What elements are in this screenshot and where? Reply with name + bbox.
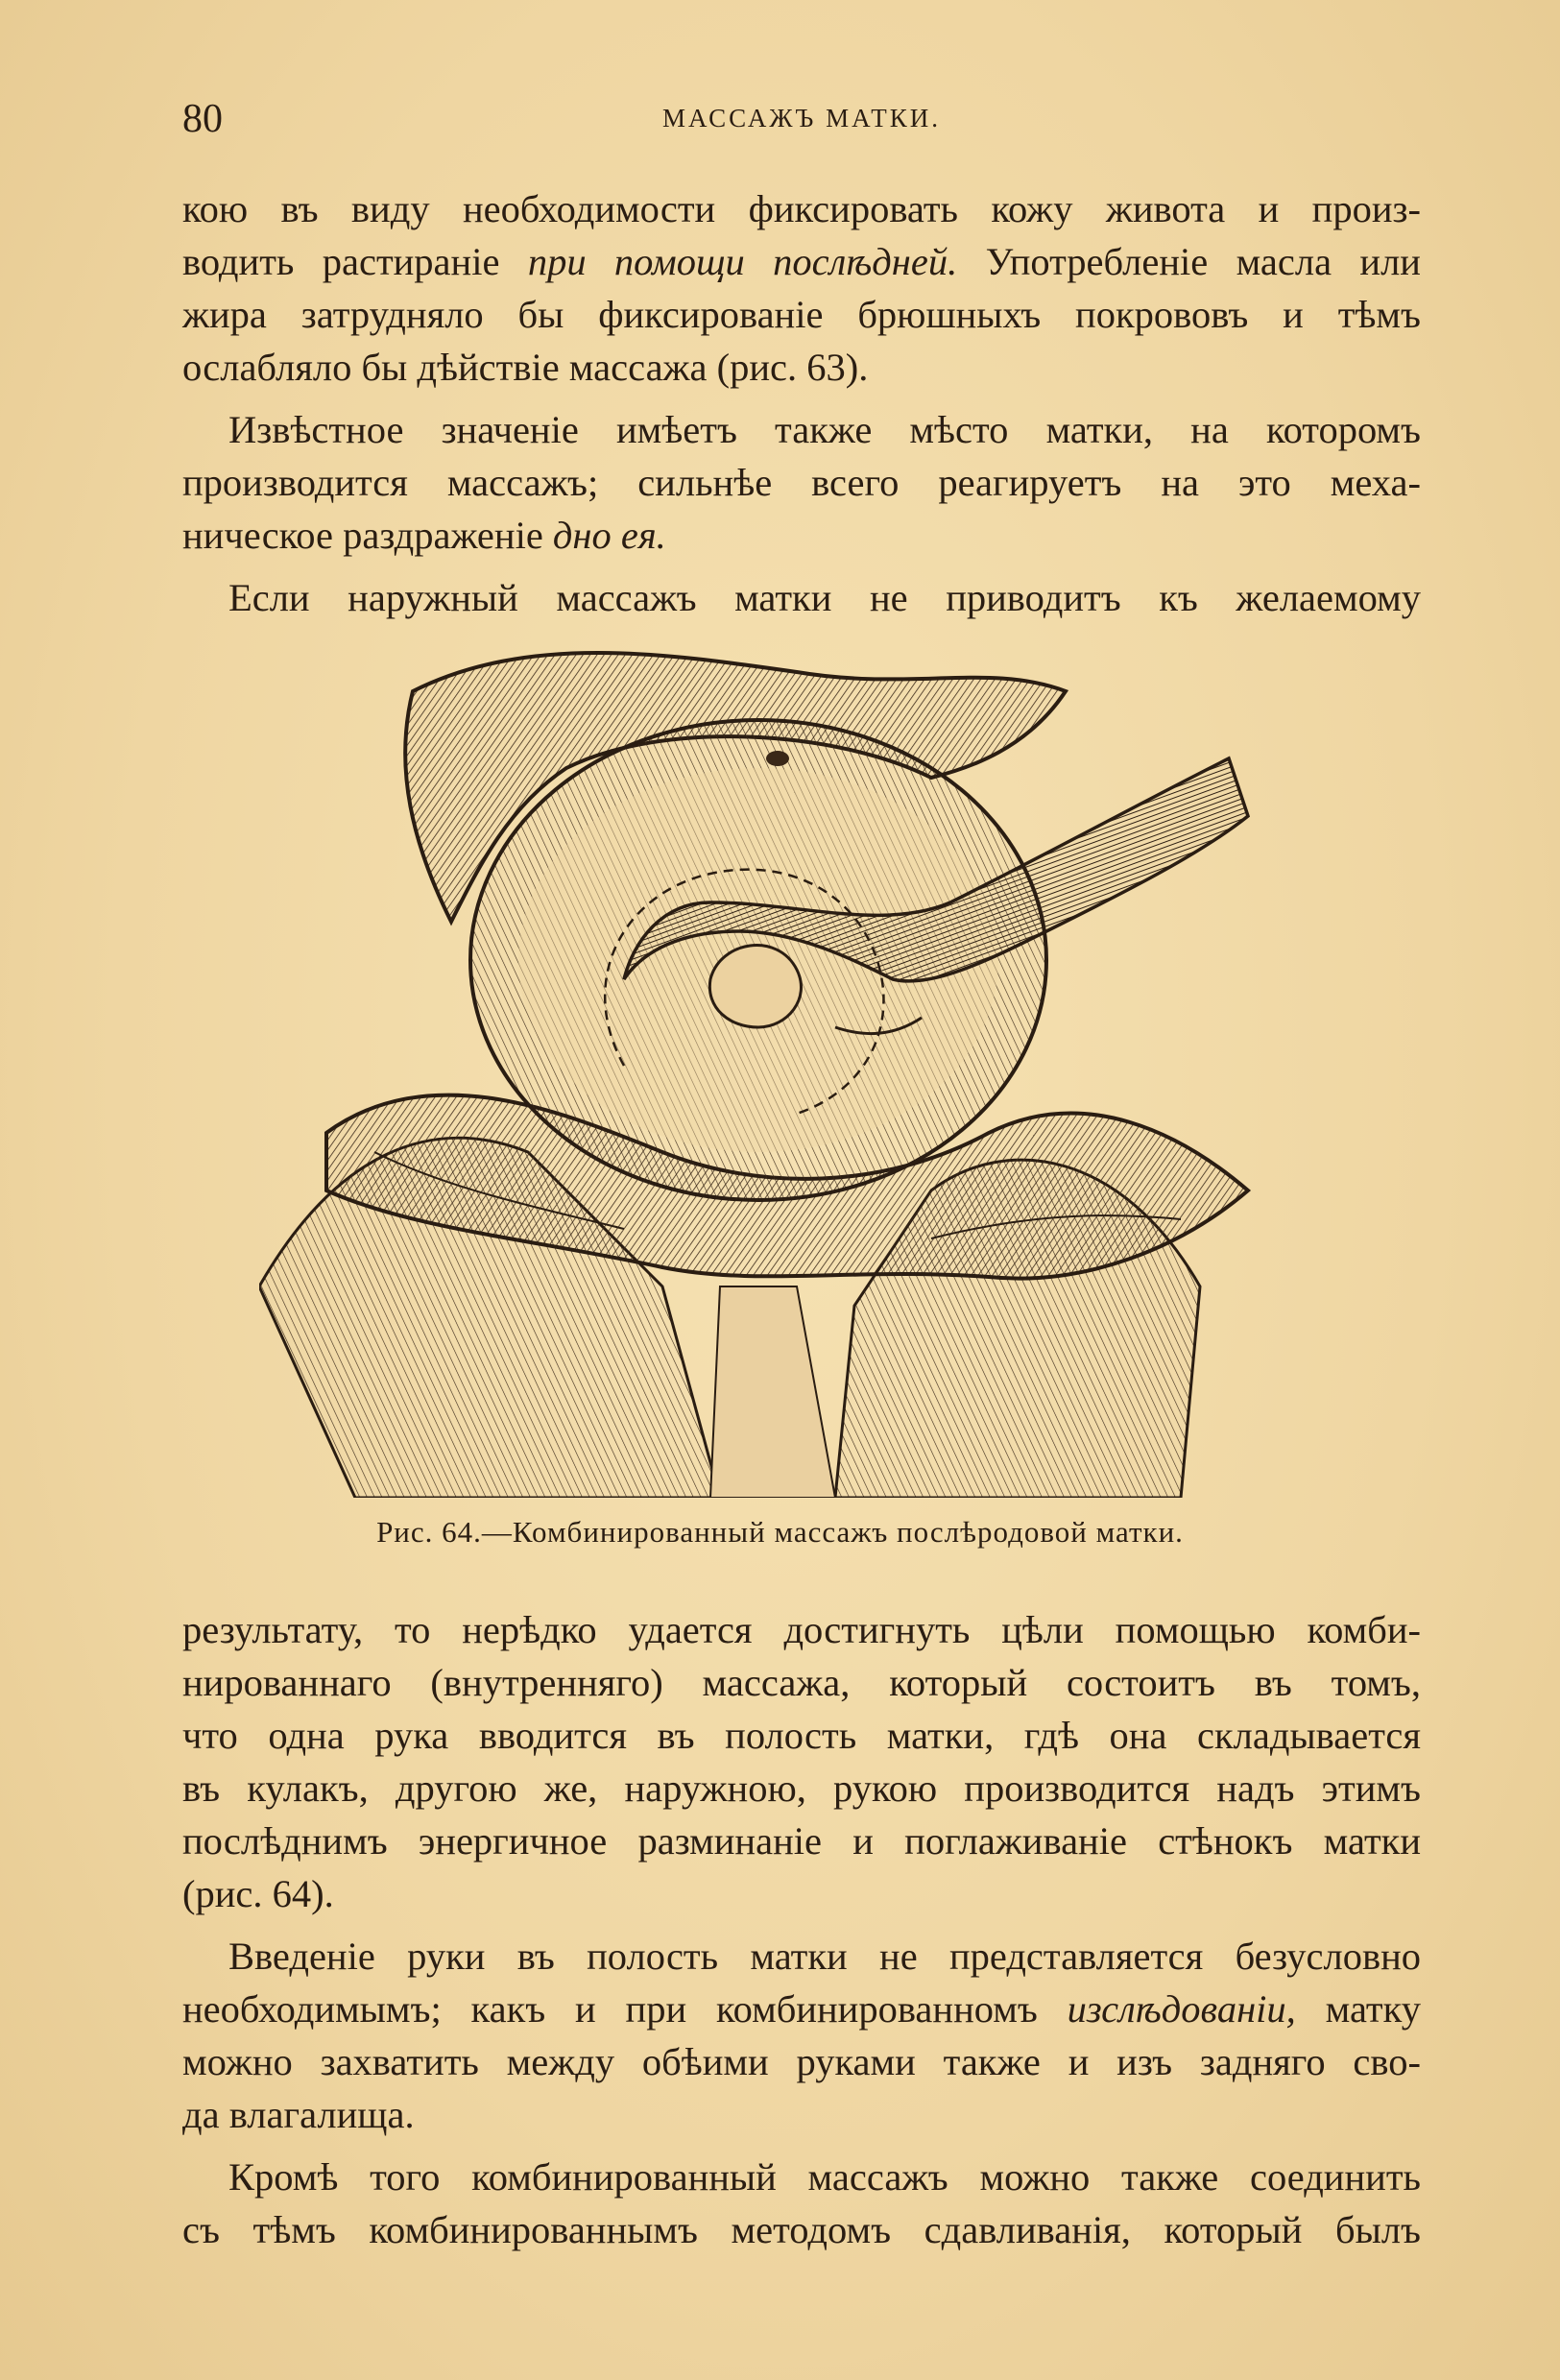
page-header xyxy=(182,96,1421,154)
text-line: жира затрудняло бы фиксированіе брюшныхъ покрововъ и тѣмъ xyxy=(182,293,1421,336)
running-head: МАССАЖЪ МАТКИ. xyxy=(662,104,941,132)
text-line: производится массажъ; сильнѣе всего реагируетъ на это меха- xyxy=(182,461,1421,504)
text-line: кою въ виду необходимости фиксировать кожу живота и произ- xyxy=(182,187,1421,230)
text-line: можно захватить между обѣими руками также и изъ задняго сво- xyxy=(182,2040,1421,2083)
text-line: Извѣстное значеніе имѣетъ также мѣсто матки, на которомъ xyxy=(228,408,1421,451)
text-line: Введеніе руки въ полость матки не представляется безусловно xyxy=(228,1935,1421,1978)
text-line: Если наружный массажъ матки не приводитъ къ желаемому xyxy=(228,576,1421,619)
text-line: (рис. 64). xyxy=(182,1872,334,1915)
figure-illustration xyxy=(259,614,1334,1498)
text-line: Кромѣ того комбинированный массажъ можно также соединить xyxy=(228,2155,1421,2199)
text-line: съ тѣмъ комбинированнымъ методомъ сдавливанія, который былъ xyxy=(182,2208,1421,2251)
top-text-block xyxy=(182,182,1421,624)
text-line: водить растираніе при помощи послѣдней. Употребленіе масла или xyxy=(182,240,1421,283)
text-line: послѣднимъ энергичное разминаніе и поглаживаніе стѣнокъ матки xyxy=(182,1819,1421,1863)
text-line: что одна рука вводится въ полость матки, гдѣ она складывается xyxy=(182,1714,1421,1757)
text-line: результату, то нерѣдко удается достигнуть цѣли помощью комби- xyxy=(182,1608,1421,1651)
text-line: нированнаго (внутренняго) массажа, который состоитъ въ томъ, xyxy=(182,1661,1421,1704)
text-line: необходимымъ; какъ и при комбинированномъ изслѣдованіи, матку xyxy=(182,1987,1421,2031)
page-number: 80 xyxy=(182,97,223,141)
text-line: ническое раздраженіе дно ея. xyxy=(182,514,666,557)
figure-caption: Рис. 64.—Комбинированный массажъ послѣродовой матки. xyxy=(376,1515,1184,1549)
text-line: да влагалища. xyxy=(182,2093,415,2136)
bottom-text-block xyxy=(182,1603,1421,2256)
text-line: въ кулакъ, другою же, наружною, рукою производится надъ этимъ xyxy=(182,1767,1421,1810)
text-line: ослабляло бы дѣйствіе массажа (рис. 63). xyxy=(182,346,869,389)
